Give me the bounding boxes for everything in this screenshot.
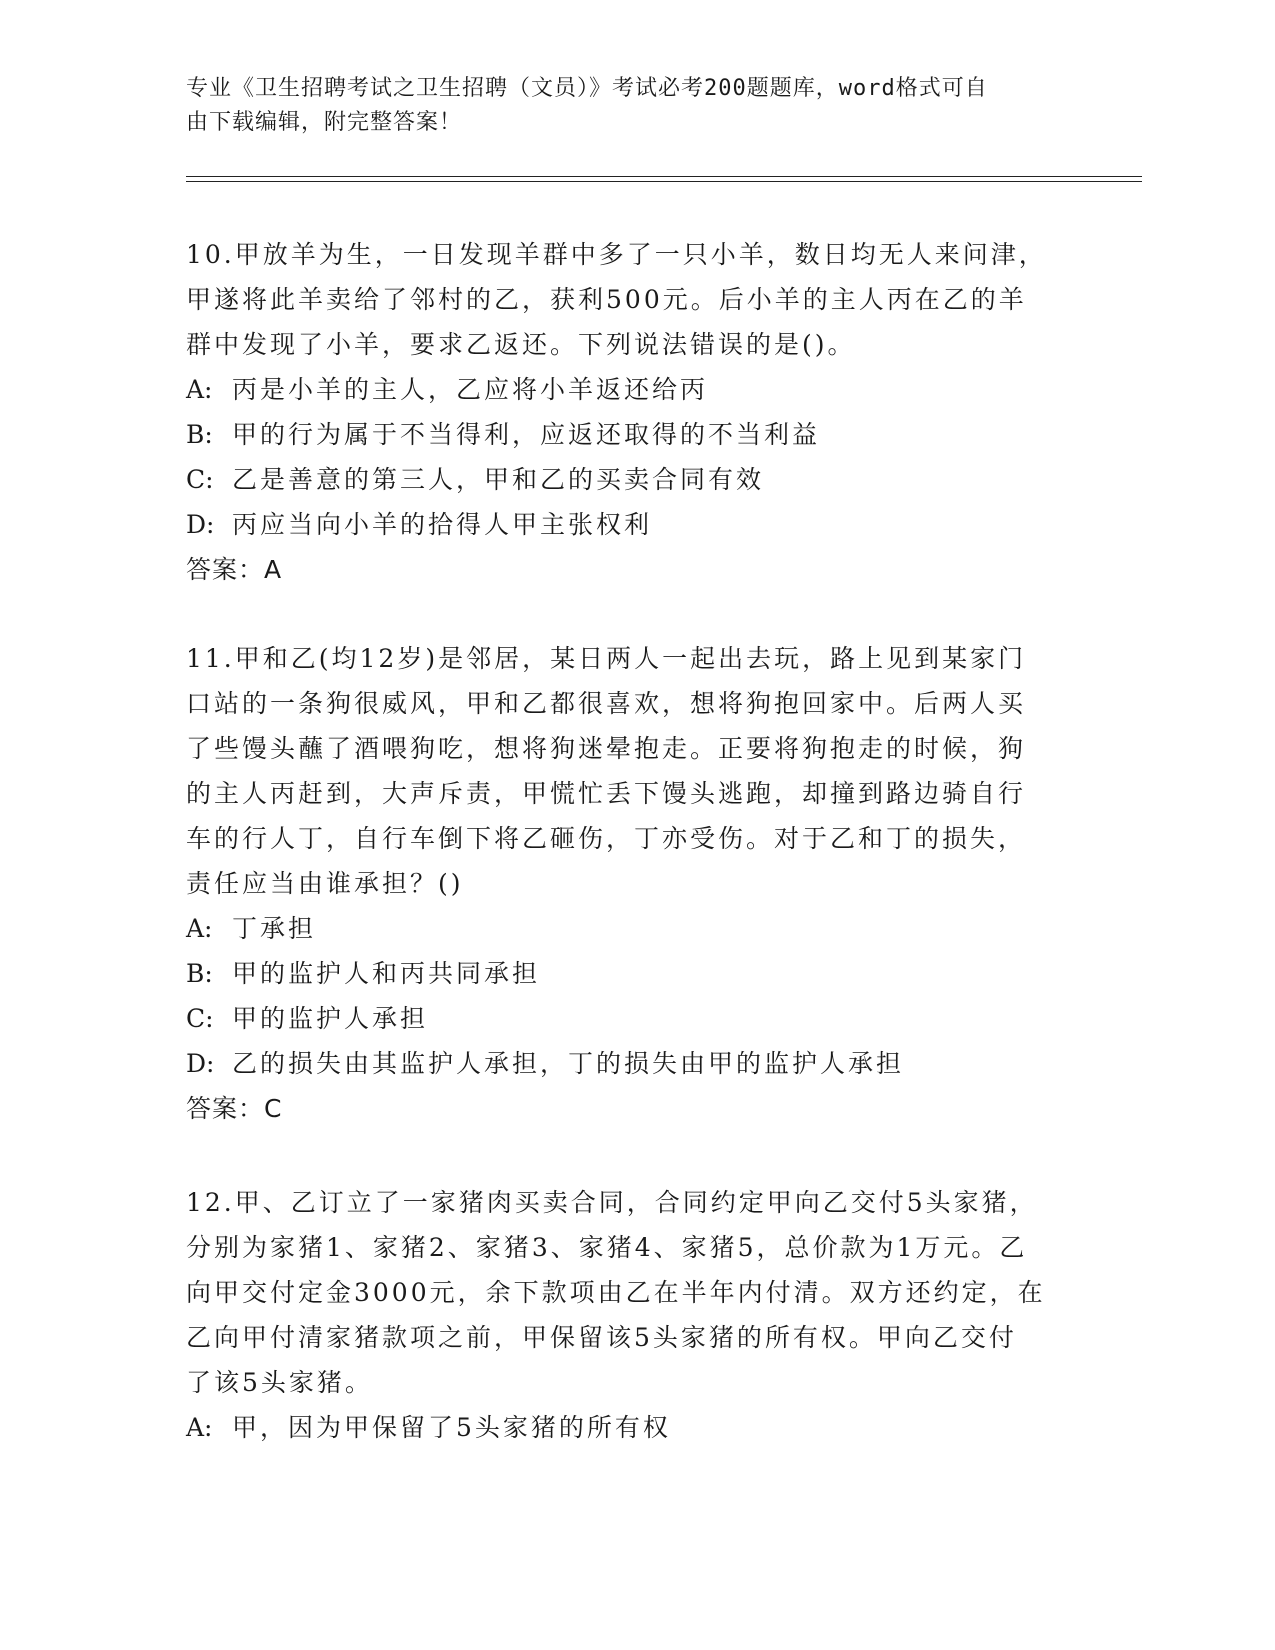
question-stem-line: 口站的一条狗很威风，甲和乙都很喜欢，想将狗抱回家中。后两人买 [186, 689, 1027, 718]
question-stem-line: 了该5头家猪。 [186, 1368, 373, 1397]
option-text: 乙的损失由其监护人承担，丁的损失由甲的监护人承担 [232, 1049, 905, 1078]
question-stem-line: 12.甲、乙订立了一家猪肉买卖合同，合同约定甲向乙交付5头家猪， [186, 1188, 1038, 1217]
question-stem-line: 分别为家猪1、家猪2、家猪3、家猪4、家猪5，总价款为1万元。乙 [186, 1233, 1028, 1262]
option-key: C: [186, 1004, 214, 1033]
question-stem-line: 乙向甲付清家猪款项之前，甲保留该5头家猪的所有权。甲向乙交付 [186, 1323, 1017, 1352]
option-text: 丙应当向小羊的拾得人甲主张权利 [232, 510, 653, 539]
option-text: 甲的监护人承担 [232, 1004, 429, 1033]
option-key: D: [186, 1049, 215, 1078]
option-key: C: [186, 465, 214, 494]
option-key: A: [186, 1413, 213, 1442]
question-stem-line: 了些馒头蘸了酒喂狗吃，想将狗迷晕抱走。正要将狗抱走的时候，狗 [186, 734, 1027, 763]
option-text: 甲的行为属于不当得利，应返还取得的不当利益 [232, 420, 821, 449]
header-divider-bottom [186, 181, 1142, 182]
question-stem-line: 甲遂将此羊卖给了邻村的乙，获利500元。后小羊的主人丙在乙的羊 [186, 285, 1027, 314]
question-stem-line: 11.甲和乙(均12岁)是邻居，某日两人一起出去玩，路上见到某家门 [186, 644, 1027, 673]
answer-line: 答案：A [186, 555, 283, 584]
option-text: 丁承担 [232, 914, 317, 943]
question-stem-line: 群中发现了小羊，要求乙返还。下列说法错误的是()。 [186, 330, 856, 359]
question-stem-line: 车的行人丁，自行车倒下将乙砸伤，丁亦受伤。对于乙和丁的损失， [186, 824, 1027, 853]
question-10 [186, 232, 1056, 592]
answer-line: 答案：C [186, 1094, 283, 1123]
option-d [186, 1041, 1056, 1086]
option-text: 乙是善意的第三人，甲和乙的买卖合同有效 [232, 465, 765, 494]
question-stem-line: 责任应当由谁承担？() [186, 869, 464, 898]
header-line-2: 由下载编辑，附完整答案！ [186, 110, 463, 135]
option-key: A: [186, 914, 213, 943]
option-a [186, 1405, 1056, 1450]
option-key: B: [186, 959, 213, 988]
question-12 [186, 1180, 1056, 1450]
option-key: A: [186, 375, 213, 404]
question-stem-line: 的主人丙赶到，大声斥责，甲慌忙丢下馒头逃跑，却撞到路边骑自行 [186, 779, 1027, 808]
option-key: D: [186, 510, 215, 539]
document-header [186, 72, 1066, 140]
option-a [186, 367, 1056, 412]
option-a [186, 906, 1056, 951]
question-stem-line: 向甲交付定金3000元，余下款项由乙在半年内付清。双方还约定，在 [186, 1278, 1046, 1307]
option-b [186, 951, 1056, 996]
option-text: 丙是小羊的主人，乙应将小羊返还给丙 [232, 375, 709, 404]
option-text: 甲，因为甲保留了5头家猪的所有权 [232, 1413, 671, 1442]
option-c [186, 996, 1056, 1041]
option-text: 甲的监护人和丙共同承担 [232, 959, 541, 988]
question-stem-line: 10.甲放羊为生，一日发现羊群中多了一只小羊，数日均无人来问津， [186, 240, 1047, 269]
option-c [186, 457, 1056, 502]
header-line-1: 专业《卫生招聘考试之卫生招聘（文员）》考试必考200题题库，word格式可自 [186, 76, 988, 101]
header-divider-top [186, 176, 1142, 177]
option-b [186, 412, 1056, 457]
option-key: B: [186, 420, 213, 449]
question-11 [186, 636, 1056, 1131]
option-d [186, 502, 1056, 547]
